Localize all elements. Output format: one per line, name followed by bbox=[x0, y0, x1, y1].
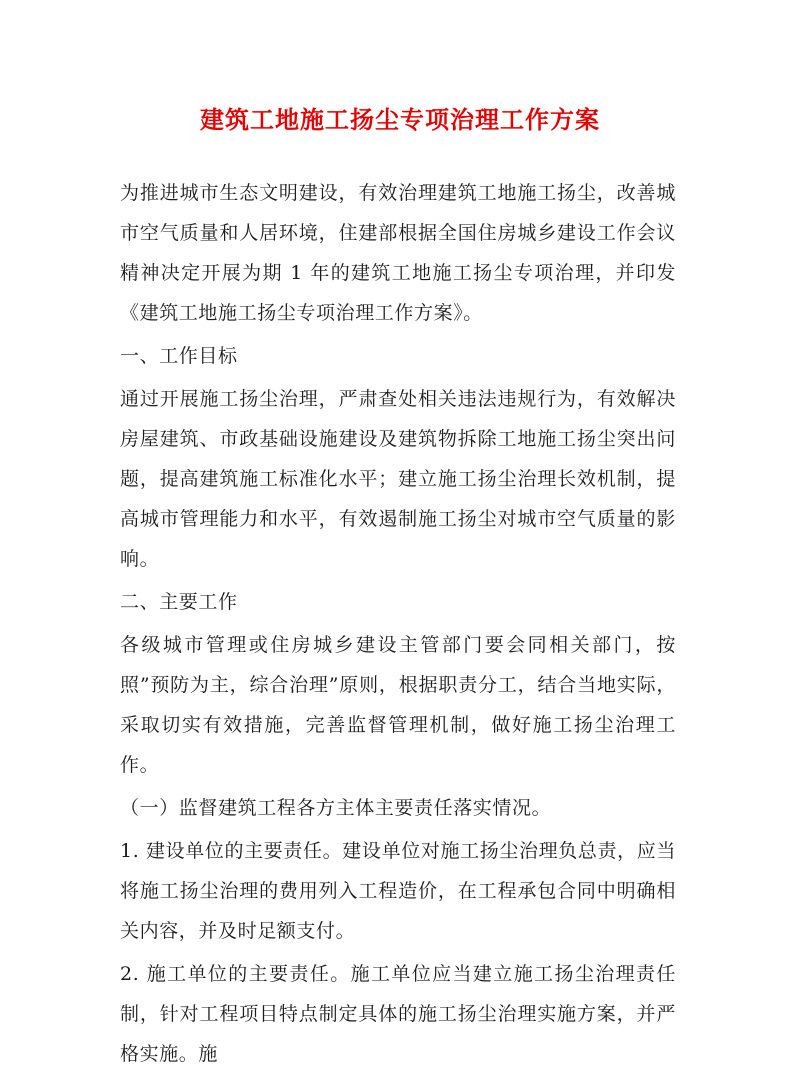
document-body bbox=[120, 173, 676, 1077]
goals-paragraph: 通过开展施工扬尘治理，严肃查处相关违法违规行为，有效解决房屋建筑、市政基础设施建设及建筑物拆除工地施工扬尘突出问题，提高建筑施工标准化水平；建立施工扬尘治理长效机制，提高城市管理能力和水平，有效遏制施工扬尘对城市空气质量的影响。 bbox=[120, 388, 676, 570]
document-title: 建筑工地施工扬尘专项治理工作方案 bbox=[200, 105, 600, 134]
intro-paragraph: 为推进城市生态文明建设，有效治理建筑工地施工扬尘，改善城市空气质量和人居环境，住建部根据全国住房城乡建设工作会议精神决定开展为期 1 年的建筑工地施工扬尘专项治理，并印发《建筑工地施工扬尘专项治理工作方案》。 bbox=[120, 182, 676, 324]
subsection-heading-supervision: （一）监督建筑工程各方主体主要责任落实情况。 bbox=[120, 797, 552, 819]
section-heading-goals: 一、工作目标 bbox=[120, 345, 238, 367]
section-heading-main-work: 二、主要工作 bbox=[120, 591, 238, 613]
item-1-paragraph: 1. 建设单位的主要责任。建设单位对施工扬尘治理负总责，应当将施工扬尘治理的费用列入工程造价，在工程承包合同中明确相关内容，并及时足额支付。 bbox=[120, 840, 676, 942]
item-2-paragraph: 2. 施工单位的主要责任。施工单位应当建立施工扬尘治理责任制，针对工程项目特点制定具体的施工扬尘治理实施方案，并严格实施。施 bbox=[120, 963, 676, 1065]
main-work-paragraph: 各级城市管理或住房城乡建设主管部门要会同相关部门，按照”预防为主，综合治理”原则，根据职责分工，结合当地实际，采取切实有效措施，完善监督管理机制，做好施工扬尘治理工作。 bbox=[120, 634, 676, 776]
